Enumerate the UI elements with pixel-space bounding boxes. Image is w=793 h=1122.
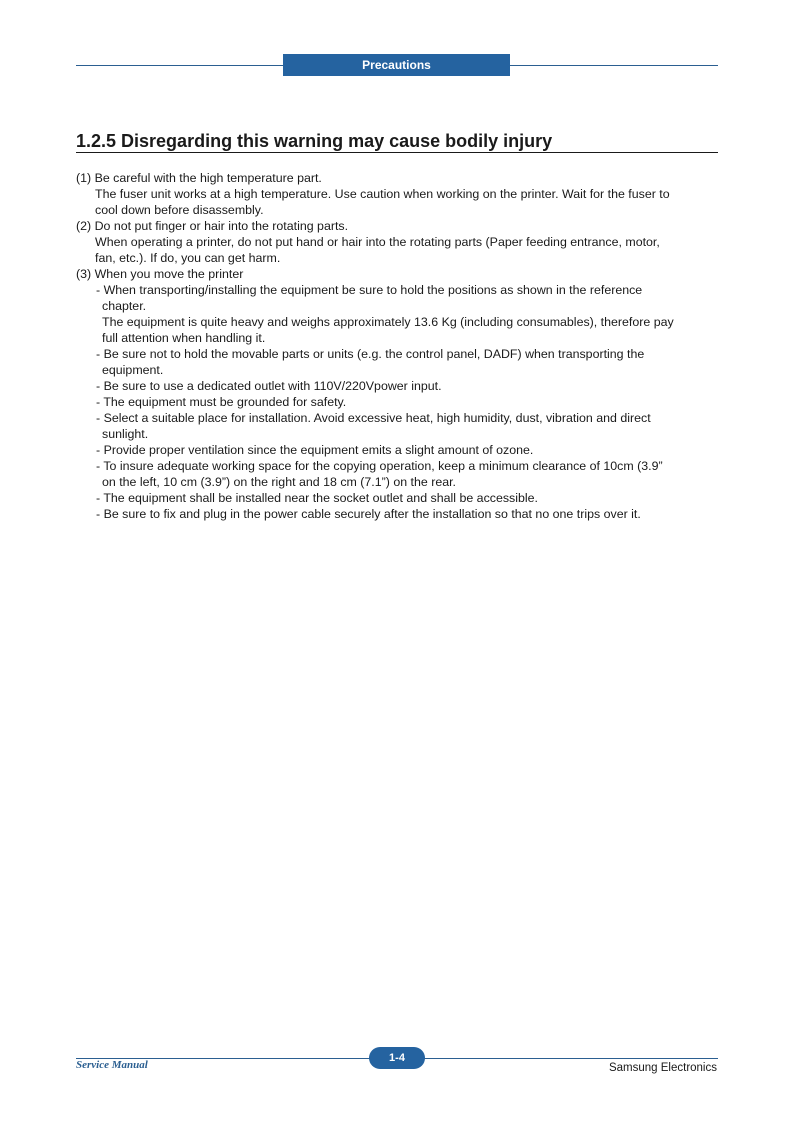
document-body — [76, 170, 721, 522]
item-3-title: (3) When you move the printer — [76, 267, 244, 281]
bullet-text: - The equipment shall be installed near the socket outlet and shall be accessible. — [96, 491, 538, 505]
page-number: 1-4 — [369, 1047, 425, 1069]
item-2-title: (2) Do not put finger or hair into the rotating parts. — [76, 219, 349, 233]
bullet-text: - Provide proper ventilation since the equipment emits a slight amount of ozone. — [96, 443, 534, 457]
bullet-text: - Be sure to use a dedicated outlet with 110V/220Vpower input. — [96, 379, 442, 393]
item-2-text: fan, etc.). If do, you can get harm. — [95, 251, 281, 265]
item-1-text: cool down before disassembly. — [95, 203, 264, 217]
bullet-text: The equipment is quite heavy and weighs approximately 13.6 Kg (including consumables), therefore pay — [102, 315, 674, 329]
header-tab: Precautions — [283, 54, 510, 76]
bullet-text: - Select a suitable place for installation. Avoid excessive heat, high humidity, dust, vibration and direct — [96, 411, 651, 425]
item-1-text: The fuser unit works at a high temperature. Use caution when working on the printer. Wait for the fuser to — [95, 187, 670, 201]
bullet-text: sunlight. — [102, 427, 149, 441]
bullet-text: - The equipment must be grounded for safety. — [96, 395, 347, 409]
bullet-text: equipment. — [102, 363, 164, 377]
bullet-text: - To insure adequate working space for the copying operation, keep a minimum clearance of 10cm (3.9” — [96, 459, 663, 473]
bullet-text: - When transporting/installing the equipment be sure to hold the positions as shown in the reference — [96, 283, 643, 297]
item-1-title: (1) Be careful with the high temperature part. — [76, 171, 322, 185]
bullet-text: full attention when handling it. — [102, 331, 266, 345]
bullet-text: - Be sure not to hold the movable parts or units (e.g. the control panel, DADF) when transporting the — [96, 347, 645, 361]
item-2-text: When operating a printer, do not put hand or hair into the rotating parts (Paper feeding entrance, motor, — [95, 235, 660, 249]
bullet-text: on the left, 10 cm (3.9”) on the right and 18 cm (7.1”) on the rear. — [102, 475, 457, 489]
footer-manual-label: Service Manual — [76, 1059, 148, 1071]
bullet-text: - Be sure to fix and plug in the power cable securely after the installation so that no one trips over it. — [96, 507, 641, 521]
footer-company: Samsung Electronics — [608, 1062, 717, 1074]
section-title: 1.2.5 Disregarding this warning may cause bodily injury — [76, 131, 718, 153]
bullet-text: chapter. — [102, 299, 147, 313]
